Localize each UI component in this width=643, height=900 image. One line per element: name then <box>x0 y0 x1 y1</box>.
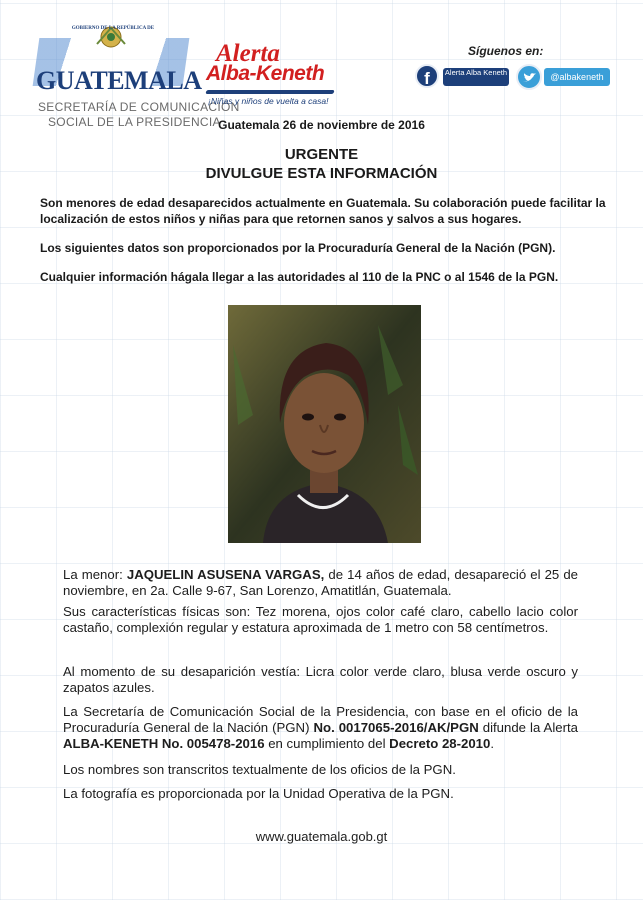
alert-number: ALBA-KENETH No. 005478-2016 <box>63 736 265 751</box>
legal-paragraph <box>63 704 578 752</box>
intro-paragraph-1: Son menores de edad desaparecidos actualmente en Guatemala. Su colaboración puede facilitar la localización de estos niños y niñas para que retornen sanos y salvos a sus hogares. <box>40 196 606 226</box>
intro-paragraph-2: Los siguientes datos son proporcionados por la Procuraduría General de la Nación (PGN). <box>40 241 556 255</box>
physical-features-paragraph: Sus características físicas son: Tez morena, ojos color café claro, cabello lacio color castaño, complexión regular y estatura aproximada de 1 metro con 58 centímetros. <box>63 604 578 635</box>
twitter-link[interactable]: @albakeneth <box>544 68 610 86</box>
secretaria-line2: SOCIAL DE LA PRESIDENCIA <box>48 115 221 129</box>
photo-note: La fotografía es proporcionada por la Unidad Operativa de la PGN. <box>63 786 454 801</box>
missing-child-photo <box>228 305 421 543</box>
legal-a: La Secretaría de Comunicación Social de la Presidencia, con base en el oficio de la Procuraduría General de la Nación (PGN) <box>63 704 578 735</box>
alerta-swoosh <box>205 90 334 94</box>
legal-c: difunde la Alerta <box>478 720 578 735</box>
oficio-number: No. 0017065-2016/AK/PGN <box>313 720 479 735</box>
website-link[interactable]: www.guatemala.gob.gt <box>255 829 388 844</box>
government-logo <box>28 22 240 132</box>
child-details-paragraph <box>63 567 578 599</box>
portrait-illustration <box>228 305 421 543</box>
details-rest: de 14 años de edad, desapareció el 25 de noviembre, en 2a. Calle 9-67, San Lorenzo, Amatitlán, Guatemala. <box>63 567 578 598</box>
bulletin-date: Guatemala 26 de noviembre de 2016 <box>218 118 425 132</box>
decree: Decreto 28-2010 <box>389 736 491 751</box>
follow-label: Síguenos en: <box>468 44 544 58</box>
details-prefix: La menor: <box>63 567 127 582</box>
child-name: JAQUELIN ASUSENA VARGAS, <box>126 567 325 582</box>
facebook-icon[interactable]: f <box>415 64 439 88</box>
gov-small-text: GOBIERNO DE LA REPÚBLICA DE <box>71 26 155 31</box>
alerta-tagline: ¡Niñas y niños de vuelta a casa! <box>208 96 329 106</box>
twitter-icon[interactable] <box>516 64 542 90</box>
gov-name: GUATEMALA <box>36 66 202 95</box>
facebook-link[interactable]: Alerta Alba Keneth <box>443 68 509 86</box>
alerta-name: Alba-Keneth <box>206 62 325 85</box>
clothing-paragraph: Al momento de su desaparición vestía: Licra color verde claro, blusa verde oscuro y zapatos azules. <box>63 664 578 695</box>
divulgue-heading: DIVULGUE ESTA INFORMACIÓN <box>205 165 438 182</box>
names-note: Los nombres son transcritos textualmente de los oficios de la PGN. <box>63 762 456 777</box>
legal-g: . <box>490 736 495 751</box>
intro-paragraph-3: Cualquier información hágala llegar a las autoridades al 110 de la PNC o al 1546 de la PGN. <box>40 270 559 284</box>
alerta-alba-keneth-logo <box>206 40 341 110</box>
legal-e: en cumplimiento del <box>264 736 390 751</box>
secretaria-line1: SECRETARÍA DE COMUNICACIÓN <box>38 100 240 114</box>
bird-icon <box>523 73 537 83</box>
alerta-word: Alerta <box>216 40 280 67</box>
urgent-heading: URGENTE <box>284 146 359 163</box>
